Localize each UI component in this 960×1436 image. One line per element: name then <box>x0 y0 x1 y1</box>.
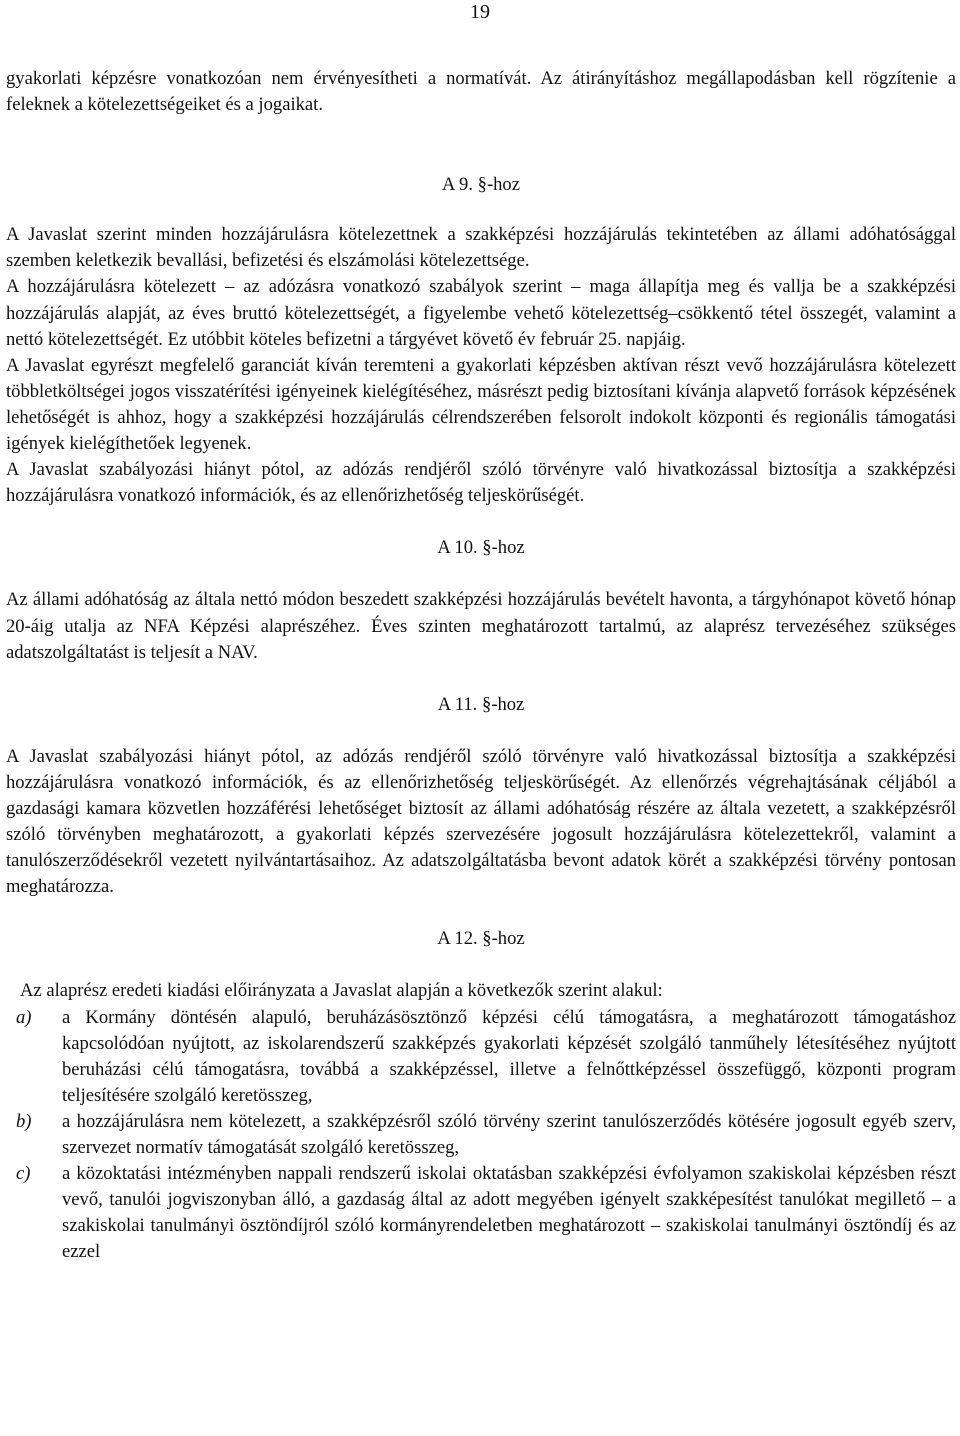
paragraph-s12-intro: Az alaprész eredeti kiadási előirányzata a Javaslat alapján a következők szerint alakul: <box>20 980 663 1002</box>
section-heading-11: A 11. §-hoz <box>437 693 525 715</box>
list-item-text: a közoktatási intézményben nappali rendszerű iskolai oktatásban szakképzési évfolyamon szakiskolai képzésben részt vevő, tanulói jogviszonyban álló, a gazdaság által az adott megyében igényelt szakképesítést tanulókat megillető – a szakiskolai tanulmányi ösztöndíjról szóló kormányrendeletben meghatározott – szakiskolai tanulmányi ösztöndíj és az ezzel <box>62 1163 956 1263</box>
list-marker: c) <box>16 1163 31 1185</box>
page-number: 19 <box>470 1 490 23</box>
list-item-text: a Kormány döntésén alapuló, beruházásösztönző képzési célú támogatásra, a meghatározott támogatáshoz kapcsolódóan nyújtott, az iskolarendszerű szakképzés gyakorlati képzését szolgáló tanműhely létesítéséhez nyújtott beruházási célú támogatásra, továbbá a szakképzéssel, illetve a felnőttképzéssel összefüggő, központi program teljesítésére szolgáló keretösszeg, <box>62 1006 956 1106</box>
list-item-text: a hozzájárulásra nem kötelezett, a szakképzésről szóló törvény szerint tanulószerződés kötésére jogosult egyéb szerv, szervezet normatív támogatását szolgáló keretösszeg, <box>62 1110 956 1158</box>
paragraph-s11-1: A Javaslat szabályozási hiányt pótol, az adózás rendjéről szóló törvényre való hivatkozással biztosítja a szakképzési hozzájárulásra vonatkozó információk, és az ellenőrizhetőség teljeskörűségét. Az ellenőrzés végrehajtásának céljából a gazdasági kamara közvetlen hozzáférési lehetőséget biztosít az állami adóhatóság részére az általa vezetett, a szakképzésről szóló törvényben meghatározott, a gyakorlati képzés szervezésére jogosult hozzájárulásra kötelezettekről, valamint a tanulószerződésekről vezetett nyilvántartásaihoz. Az adatszolgáltatásba bevont adatok körét a szakképzési törvény pontosan meghatározza. <box>6 745 956 898</box>
paragraph-s9-1: A Javaslat szerint minden hozzájárulásra kötelezettnek a szakképzési hozzájárulás tekintetében az állami adóhatósággal szemben keletkezik bevallási, befizetési és elszámolási kötelezettsége. <box>6 224 956 272</box>
paragraph-s9-2: A hozzájárulásra kötelezett – az adózásra vonatkozó szabályok szerint – maga állapítja meg és vallja be a szakképzési hozzájárulás alapját, az éves bruttó kötelezettségét, a figyelembe vehető kötelezettség–csökkentő tétel összegét, valamint a nettó kötelezettségét. Ez utóbbit köteles befizetni a tárgyévet követő év február 25. napjáig. <box>6 276 956 350</box>
paragraph-s9-3: A Javaslat egyrészt megfelelő garanciát kíván teremteni a gyakorlati képzésben aktívan részt vevő hozzájárulásra kötelezett többletköltségei jogos visszatérítési igényeinek kielégítéséhez, másrészt pedig biztosítani kívánja alapvető források képzésének lehetőségét is ahhoz, hogy a szakképzési hozzájárulás célrendszerében felsorolt indokolt központi és regionális támogatási igények kielégíthetőek legyenek. <box>6 354 956 455</box>
list-item <box>6 1005 956 1109</box>
list-marker: b) <box>16 1110 32 1132</box>
document-body <box>6 66 956 1265</box>
section-heading-12: A 12. §-hoz <box>437 928 525 950</box>
paragraph-s10-1: Az állami adóhatóság az általa nettó módon beszedett szakképzési hozzájárulás bevételt havonta, a tárgyhónapot követő hónap 20-áig utalja az NFA Képzési alaprészéhez. Éves szinten meghatározott tartalmú, az alaprész tervezéséhez szükséges adatszolgáltatást is teljesít a NAV. <box>6 589 956 663</box>
section-heading-10: A 10. §-hoz <box>437 537 525 559</box>
list-marker: a) <box>16 1006 32 1028</box>
paragraph-intro: gyakorlati képzésre vonatkozóan nem érvényesítheti a normatívát. Az átirányításhoz megállapodásban kell rögzítenie a feleknek a kötelezettségeiket és a jogaikat. <box>6 68 956 116</box>
paragraph-s9-4: A Javaslat szabályozási hiányt pótol, az adózás rendjéről szóló törvényre való hivatkozással biztosítja a szakképzési hozzájárulásra vonatkozó információk, és az ellenőrizhetőség teljeskörűségét. <box>6 459 956 507</box>
section-heading-9: A 9. §-hoz <box>442 174 520 196</box>
list-item <box>6 1161 956 1265</box>
list-item <box>6 1109 956 1161</box>
